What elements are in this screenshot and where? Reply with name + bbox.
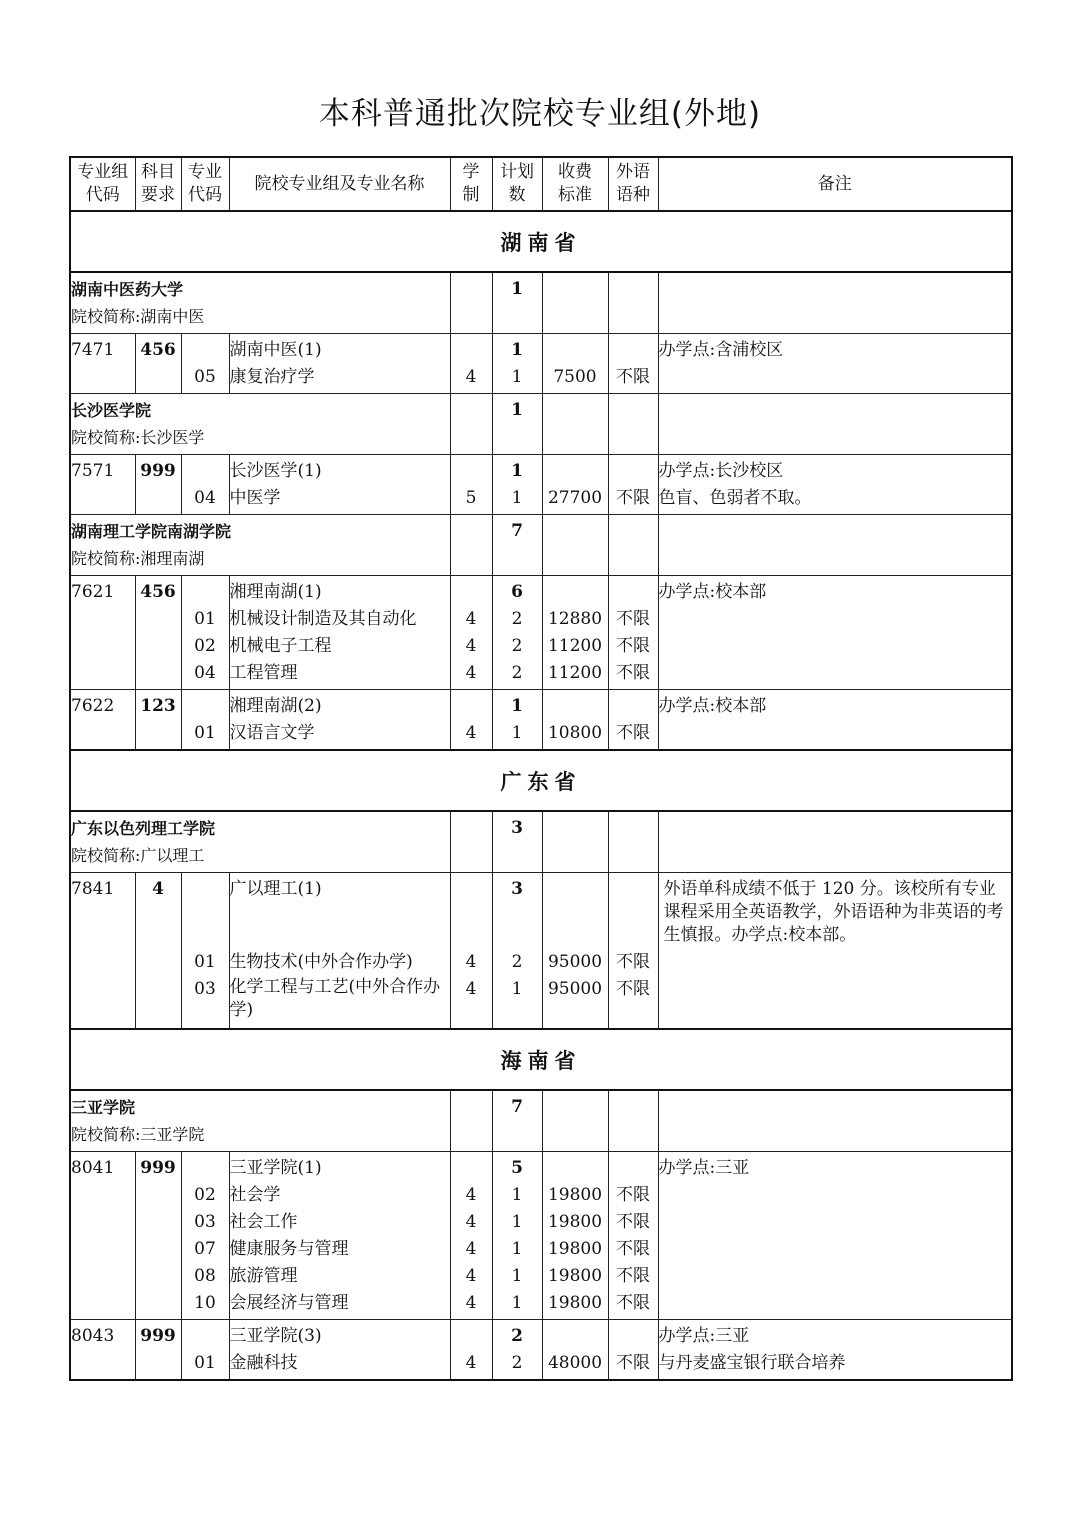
school-abbr: 院校简称:长沙医学 [71,428,205,447]
school-cell [70,272,450,334]
major-fee: 95000 [547,952,603,972]
school-plan: 3 [511,818,523,838]
major-plan: 1 [511,1266,523,1286]
school-abbr: 院校简称:湖南中医 [71,307,205,326]
group-row [70,1320,1012,1381]
major-plan: 1 [511,488,523,508]
major-language: 不限 [616,1212,650,1232]
major-language: 不限 [616,1185,650,1205]
group-code: 7841 [71,879,115,899]
group-row [70,690,1012,751]
major-language: 不限 [616,367,650,387]
school-row [70,811,1012,873]
major-language: 不限 [616,663,650,683]
major-note: 与丹麦盛宝银行联合培养 [658,1353,846,1373]
major-name: 社会工作 [229,1212,298,1232]
group-title: 长沙医学(1) [229,461,322,481]
header-subject-requirement: 科目 要求 [135,157,181,211]
major-plan: 1 [511,1185,523,1205]
header-fee: 收费 标准 [542,157,608,211]
group-title: 广以理工(1) [229,879,322,899]
school-abbr: 院校简称:三亚学院 [71,1125,205,1144]
major-plan: 2 [511,636,523,656]
major-fee: 19800 [547,1185,603,1205]
major-fee: 11200 [547,636,603,656]
major-years: 4 [465,723,477,743]
header-plan: 计划 数 [492,157,542,211]
group-row [70,873,1012,1030]
major-name: 会展经济与管理 [229,1293,349,1313]
header-remarks: 备注 [658,157,1012,211]
province-row [70,1029,1012,1090]
group-note: 办学点:校本部 [658,696,767,716]
major-code: 01 [194,1353,216,1373]
header-years: 学 制 [450,157,492,211]
major-name: 汉语言文学 [229,723,315,743]
major-years: 4 [465,979,477,999]
province-row [70,211,1012,272]
group-plan: 2 [511,1326,523,1346]
province-name: 广东省 [70,750,1012,811]
major-code: 07 [194,1239,216,1259]
major-code: 01 [194,952,216,972]
group-title: 湘理南湖(2) [229,696,322,716]
group-title: 三亚学院(3) [229,1326,322,1346]
group-code: 8041 [71,1158,115,1178]
group-note: 办学点:三亚 [658,1326,750,1346]
major-language: 不限 [616,1266,650,1286]
major-language: 不限 [616,1293,650,1313]
major-language: 不限 [616,488,650,508]
major-code: 03 [194,979,216,999]
major-fee: 12880 [547,609,603,629]
group-note: 外语单科成绩不低于 120 分。该校所有专业课程采用全英语教学，外语语种为非英语的考生慎报。办学点:校本部。 [663,879,1004,945]
major-language: 不限 [616,609,650,629]
major-years: 4 [465,663,477,683]
admission-plan-table [69,156,1013,1381]
major-name: 社会学 [229,1185,281,1205]
major-code: 10 [194,1293,216,1313]
subject-requirement: 999 [140,1158,176,1178]
school-row [70,272,1012,334]
group-title: 湘理南湖(1) [229,582,322,602]
page-title: 本科普通批次院校专业组(外地) [318,96,762,132]
major-name: 机械设计制造及其自动化 [229,609,417,629]
major-code: 01 [194,609,216,629]
school-name: 三亚学院 [71,1098,136,1117]
major-code: 05 [194,367,216,387]
header-language: 外语 语种 [608,157,658,211]
group-code: 7621 [71,582,115,602]
school-row [70,1090,1012,1152]
group-plan: 3 [511,879,523,899]
subject-requirement: 456 [140,582,176,602]
subject-requirement: 4 [152,879,164,899]
major-years: 4 [465,1212,477,1232]
school-abbr: 院校简称:湘理南湖 [71,549,205,568]
school-name: 湖南中医药大学 [71,280,184,299]
major-fee: 11200 [547,663,603,683]
province-name: 湖南省 [70,211,1012,272]
major-language: 不限 [616,1353,650,1373]
header-group-code: 专业组 代码 [70,157,135,211]
major-name: 工程管理 [229,663,298,683]
major-plan: 2 [511,663,523,683]
group-code: 7471 [71,340,115,360]
group-note: 办学点:三亚 [658,1158,750,1178]
major-language: 不限 [616,952,650,972]
group-title: 湖南中医(1) [229,340,322,360]
major-language: 不限 [616,979,650,999]
group-row [70,455,1012,515]
group-code: 7571 [71,461,115,481]
province-row [70,750,1012,811]
major-years: 4 [465,1293,477,1313]
school-plan: 7 [511,1097,523,1117]
major-name: 中医学 [229,488,281,508]
major-fee: 10800 [547,723,603,743]
major-name: 旅游管理 [229,1266,298,1286]
major-plan: 1 [511,723,523,743]
group-note: 办学点:长沙校区 [658,461,784,481]
major-language: 不限 [616,723,650,743]
subject-requirement: 999 [140,461,176,481]
province-name: 海南省 [70,1029,1012,1090]
group-note: 办学点:含浦校区 [658,340,784,360]
group-code: 7622 [71,696,115,716]
major-name-wrapped [230,976,450,1026]
major-name: 金融科技 [229,1353,298,1373]
major-fee: 19800 [547,1266,603,1286]
table-header [70,157,1012,211]
major-fee: 48000 [547,1353,603,1373]
major-years: 4 [465,609,477,629]
group-plan: 1 [511,340,523,360]
major-years: 4 [465,1266,477,1286]
school-name: 长沙医学院 [71,401,152,420]
major-code: 02 [194,1185,216,1205]
major-name: 康复治疗学 [229,367,315,387]
major-code: 02 [194,636,216,656]
major-code: 03 [194,1212,216,1232]
major-name: 化学工程与工艺(中外合作办学) [229,977,441,1020]
major-language: 不限 [616,636,650,656]
school-plan: 1 [511,279,523,299]
major-language: 不限 [616,1239,650,1259]
major-plan: 2 [511,609,523,629]
major-plan: 1 [511,1293,523,1313]
major-years: 4 [465,636,477,656]
header-name: 院校专业组及专业名称 [229,157,450,211]
major-plan: 1 [511,1212,523,1232]
major-code: 04 [194,488,216,508]
major-plan: 1 [511,1239,523,1259]
school-abbr: 院校简称:广以理工 [71,846,205,865]
major-plan: 2 [511,1353,523,1373]
subject-requirement: 123 [140,696,176,716]
header-major-code: 专业 代码 [181,157,229,211]
major-years: 4 [465,1353,477,1373]
major-code: 01 [194,723,216,743]
school-row [70,515,1012,576]
group-title: 三亚学院(1) [229,1158,322,1178]
major-fee: 19800 [547,1239,603,1259]
major-fee: 7500 [553,367,597,387]
group-plan: 1 [511,696,523,716]
major-years: 5 [465,488,477,508]
major-fee: 19800 [547,1212,603,1232]
major-years: 4 [465,952,477,972]
major-name: 健康服务与管理 [229,1239,349,1259]
group-row [70,1152,1012,1320]
school-name: 广东以色列理工学院 [71,819,216,838]
group-code: 8043 [71,1326,115,1346]
major-years: 4 [465,1239,477,1259]
group-row [70,334,1012,394]
major-fee: 27700 [547,488,603,508]
major-years: 4 [465,1185,477,1205]
group-plan: 6 [511,582,523,602]
subject-requirement: 456 [140,340,176,360]
group-plan: 5 [511,1158,523,1178]
school-plan: 1 [511,400,523,420]
major-plan: 2 [511,952,523,972]
major-plan: 1 [511,367,523,387]
major-note: 色盲、色弱者不取。 [658,488,812,508]
major-fee: 95000 [547,979,603,999]
school-row [70,394,1012,455]
major-years: 4 [465,367,477,387]
major-fee: 19800 [547,1293,603,1313]
school-plan: 7 [511,521,523,541]
school-name: 湖南理工学院南湖学院 [71,522,232,541]
major-name: 机械电子工程 [229,636,332,656]
group-note: 办学点:校本部 [658,582,767,602]
major-code: 04 [194,663,216,683]
group-plan: 1 [511,461,523,481]
major-code: 08 [194,1266,216,1286]
major-name: 生物技术(中外合作办学) [229,952,413,972]
major-plan: 1 [511,979,523,999]
group-row [70,576,1012,690]
subject-requirement: 999 [140,1326,176,1346]
